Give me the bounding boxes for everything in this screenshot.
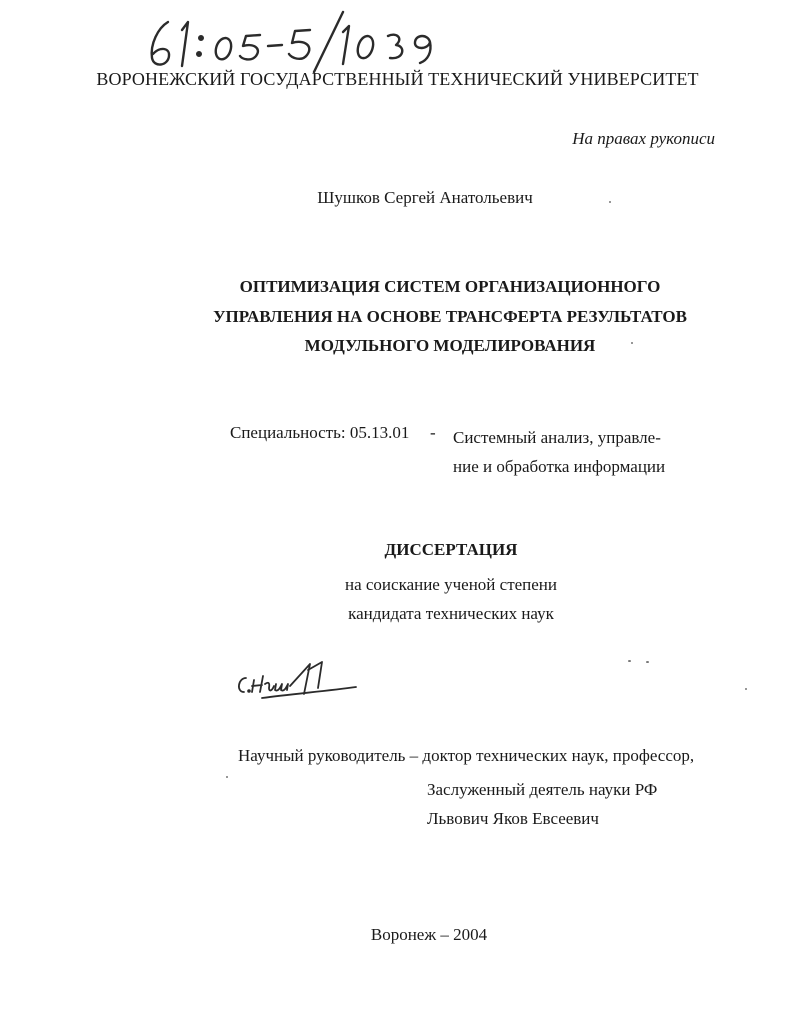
supervisor-name: Львович Яков Евсеевич <box>427 809 599 828</box>
scan-speck <box>226 776 228 778</box>
document-type: ДИССЕРТАЦИЯ <box>384 540 518 559</box>
title-line: МОДУЛЬНОГО МОДЕЛИРОВАНИЯ <box>304 336 596 355</box>
specialty-description <box>453 423 665 481</box>
specialty-dash: - <box>430 423 436 442</box>
degree-line: на соискание ученой степени <box>344 575 558 594</box>
scan-speck <box>745 688 747 690</box>
city-year: Воронеж – 2004 <box>370 925 488 944</box>
scan-speck <box>609 201 611 203</box>
rights-notice: На правах рукописи <box>572 129 715 148</box>
archive-number-handwritten <box>138 8 448 74</box>
specialty-label: Специальность: 05.13.01 <box>230 423 410 442</box>
specialty-description-line: ние и обработка информации <box>453 457 666 476</box>
scan-speck <box>646 661 649 663</box>
supervisor-details <box>427 775 657 833</box>
scan-speck <box>628 660 631 662</box>
handwritten-number-drawing <box>138 8 448 74</box>
signature-drawing <box>232 658 362 706</box>
author-signature <box>232 658 362 706</box>
degree-description <box>0 570 795 628</box>
university-name: ВОРОНЕЖСКИЙ ГОСУДАРСТВЕННЫЙ ТЕХНИЧЕСКИЙ УНИВЕРСИТЕТ <box>96 69 699 89</box>
supervisor-honor: Заслуженный деятель науки РФ <box>427 780 658 799</box>
title-line: УПРАВЛЕНИЯ НА ОСНОВЕ ТРАНСФЕРТА РЕЗУЛЬТАТОВ <box>213 306 687 326</box>
dissertation-title <box>0 272 795 361</box>
supervisor-title: Научный руководитель – доктор технических наук, профессор, <box>238 746 695 765</box>
degree-line: кандидата технических наук <box>348 604 554 623</box>
scan-speck <box>631 342 633 344</box>
specialty-description-line: Системный анализ, управле- <box>453 428 661 447</box>
author-name: Шушков Сергей Анатольевич <box>317 188 533 207</box>
title-line: ОПТИМИЗАЦИЯ СИСТЕМ ОРГАНИЗАЦИОННОГО <box>239 277 661 296</box>
